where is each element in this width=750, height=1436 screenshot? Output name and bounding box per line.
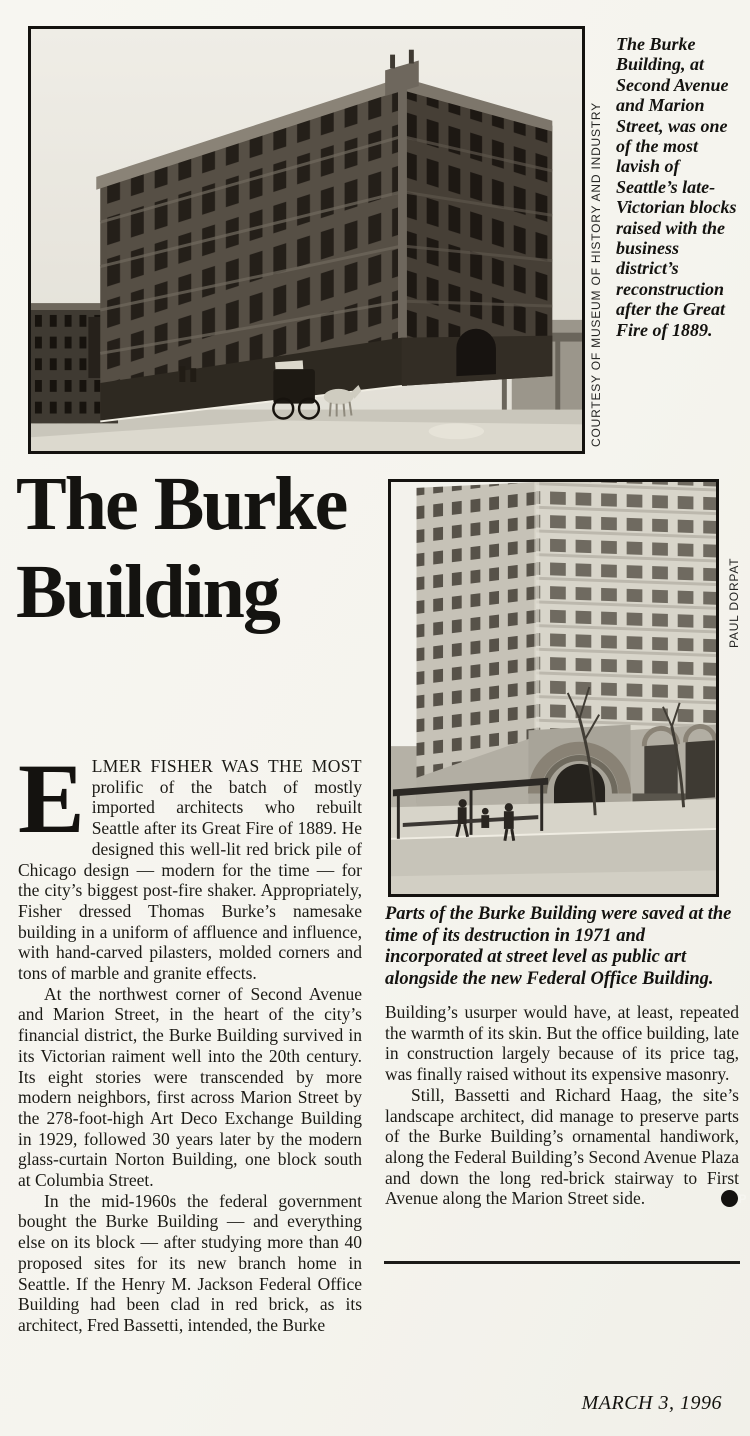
lead-paragraph-text: prolific of the batch of mostly imported architects who rebuilt Seattle after its Great Fire of 1889. He designed this well-lit red brick pile of Chicago design — modern for the time — for the city’s biggest post-fire shaker. Appropriately, Fisher dressed Thomas Burke’s namesake building in a uniform of affluence and influence, with hand-carved pilasters, molded corners and tons of marble and granite effects. (18, 776, 362, 984)
photo2-caption: Parts of the Burke Building were saved at the time of its destruction in 1971 and incorporated at street level as public art alongside the new Federal Office Building. (385, 904, 732, 989)
photo1-caption: The Burke Building, at Second Avenue and Marion Street, was one of the most lavish of Seattle’s late-Victorian blocks raised with the business district’s reconstruction after the Great Fire of 1889. (616, 34, 737, 340)
closing-paragraph-text: Still, Bassetti and Richard Haag, the site’s landscape architect, did manage to preserve parts of the Burke Building’s ornamental handiwork, along the Federal Building’s Second Avenue Plaza and down the long red-brick stairway to First Avenue along the Marion Street side. (385, 1084, 739, 1209)
lead-paragraph (18, 743, 362, 984)
federal-building-photo (388, 479, 719, 897)
end-mark-icon (721, 1190, 747, 1207)
photo1-credit: COURTESY OF MUSEUM OF HISTORY AND INDUSTRY (589, 102, 603, 447)
end-mark-letter: P (738, 1191, 747, 1206)
modern-photo-illustration (391, 482, 716, 894)
historic-photo-illustration (31, 29, 582, 451)
article-column-left (18, 743, 362, 1336)
historic-burke-building-photo (28, 26, 585, 454)
column-divider-rule (384, 1261, 740, 1264)
paragraph-2: At the northwest corner of Second Avenue and Marion Street, in the heart of the city’s financial district, the Burke Building survived in its Victorian raiment well into the 20th century. Its eight stories were transcended by more modern neighbors, first across Marion Street by the 278-foot-high Art Deco Exchange Building in 1929, followed 30 years later by the modern glass-curtain Norton Building, one block south at Columbia Street. (18, 983, 362, 1191)
lead-in-caps: LMER FISHER WAS THE MOST (91, 756, 362, 776)
paragraph-4: Building’s usurper would have, at least, repeated the warmth of its skin. But the office building, late in construction largely because of its price tag, was finally raised without its expensive masonry. (385, 1002, 739, 1085)
paragraph-3: In the mid-1960s the federal government bought the Burke Building — and everything else on its block — after studying more than 40 proposed sites for its new branch home in Seattle. If the Henry M. Jackson Federal Office Building had been clad in red brick, as its architect, Fred Bassetti, intended, the Burke (18, 1190, 362, 1335)
street-object (429, 423, 484, 439)
headline: The Burke Building (16, 462, 347, 634)
article-column-right (385, 1002, 747, 1209)
photo2-credit: PAUL DORPAT (727, 557, 741, 648)
closing-paragraph (385, 1084, 747, 1209)
drop-cap: E (18, 743, 85, 854)
issue-date: MARCH 3, 1996 (581, 1392, 722, 1414)
entrance-arch (456, 329, 496, 376)
